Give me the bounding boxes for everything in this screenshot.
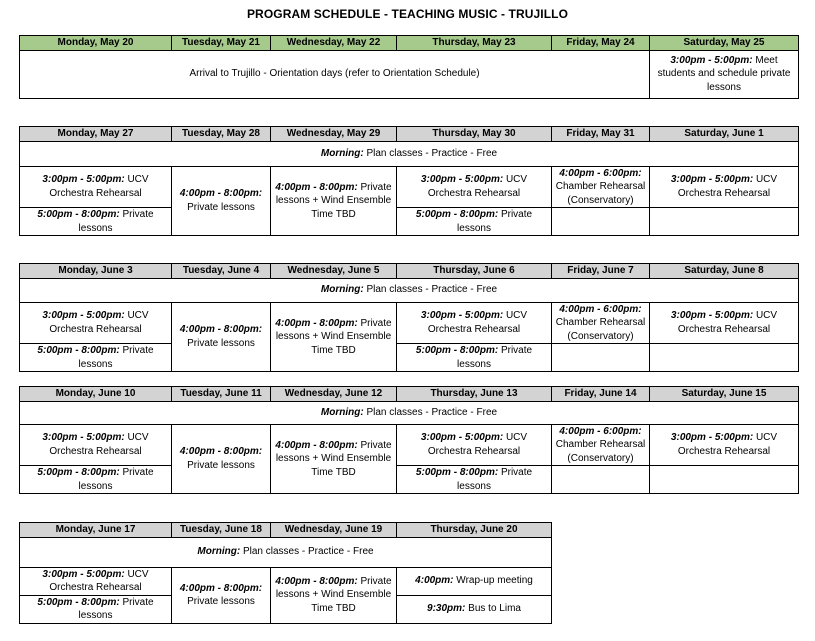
orchestra-cell (20, 567, 172, 595)
afternoon-row (20, 302, 799, 344)
morning-cell (20, 278, 799, 302)
week-1-body-row (20, 50, 799, 98)
week-3-header-row (20, 264, 799, 279)
orchestra-cell (397, 302, 552, 344)
morning-label: Morning: (320, 284, 364, 296)
day-header: Wednesday, June 19 (271, 523, 397, 538)
time-label: 4:00pm: (415, 575, 454, 587)
day-header: Tuesday, May 21 (172, 36, 271, 51)
day-header: Saturday, June 8 (650, 264, 799, 279)
time-label: 4:00pm - 8:00pm: (179, 324, 263, 336)
day-header: Wednesday, June 12 (271, 387, 397, 402)
week-1-header-row (20, 36, 799, 51)
time-label: 4:00pm - 6:00pm: (559, 303, 642, 315)
private-lessons-cell (172, 424, 271, 494)
day-header: Thursday, June 6 (397, 264, 552, 279)
evening-row (20, 344, 799, 372)
schedule-week-1 (19, 35, 799, 99)
time-label: 4:00pm - 8:00pm: (275, 181, 358, 193)
morning-label: Morning: (197, 546, 241, 558)
morning-text: Plan classes - Practice - Free (363, 284, 498, 296)
time-label: 5:00pm - 8:00pm: (415, 345, 499, 356)
event-text: UCV Orchestra Rehearsal (49, 568, 149, 593)
day-header: Friday, May 31 (552, 127, 650, 142)
afternoon-row (20, 424, 799, 466)
day-header: Tuesday, June 11 (172, 387, 271, 402)
time-label: 3:00pm - 5:00pm: (670, 174, 754, 186)
bus-cell (397, 595, 552, 623)
orchestra-cell (397, 424, 552, 466)
event-text: UCV Orchestra Rehearsal (427, 310, 528, 335)
wind-ensemble-cell (271, 302, 397, 372)
morning-label: Morning: (320, 406, 364, 418)
afternoon-row (20, 166, 799, 208)
week-4-header-row (20, 387, 799, 402)
private-lessons-cell (172, 567, 271, 623)
event-text: Meet students and schedule private lessons (657, 54, 791, 93)
day-header: Thursday, June 20 (397, 523, 552, 538)
event-text: Private lessons (457, 345, 533, 370)
time-label: 3:00pm - 5:00pm: (42, 568, 125, 580)
time-label: 4:00pm - 8:00pm: (179, 446, 263, 458)
day-header: Tuesday, June 4 (172, 264, 271, 279)
event-text: Private lessons + Wind Ensemble Time TBD (275, 575, 392, 614)
empty-cell (650, 208, 799, 236)
orchestra-cell (650, 302, 799, 344)
morning-text: Plan classes - Practice - Free (363, 406, 498, 418)
time-label: 3:00pm - 5:00pm: (420, 432, 504, 444)
time-label: 4:00pm - 8:00pm: (179, 188, 263, 200)
event-text: Chamber Rehearsal (Conservatory) (555, 317, 646, 342)
day-header: Monday, June 3 (20, 264, 172, 279)
orchestra-cell (650, 424, 799, 466)
morning-text: Plan classes - Practice - Free (240, 546, 374, 558)
morning-label: Morning: (320, 147, 364, 159)
time-label: 4:00pm - 8:00pm: (179, 582, 263, 594)
morning-row (20, 141, 799, 166)
day-header: Monday, May 27 (20, 127, 172, 142)
evening-row (20, 466, 799, 494)
time-label: 5:00pm - 8:00pm: (37, 467, 120, 478)
schedule-week-4 (19, 386, 799, 494)
day-header: Thursday, June 13 (397, 387, 552, 402)
day-header: Tuesday, June 18 (172, 523, 271, 538)
empty-cell (650, 466, 799, 494)
event-text: Private lessons (187, 459, 255, 471)
day-header: Friday, June 14 (552, 387, 650, 402)
event-text: UCV Orchestra Rehearsal (427, 432, 528, 457)
event-text: Private lessons (78, 345, 154, 370)
event-text: Private lessons (78, 596, 154, 621)
orchestra-cell (20, 302, 172, 344)
time-label: 3:00pm - 5:00pm: (670, 432, 754, 444)
day-header: Wednesday, May 22 (271, 36, 397, 51)
event-text: Private lessons (187, 201, 255, 213)
day-header: Wednesday, May 29 (271, 127, 397, 142)
day-header: Friday, June 7 (552, 264, 650, 279)
time-label: 3:00pm - 5:00pm: (670, 310, 754, 322)
event-text: Private lessons (457, 209, 533, 234)
page-title: PROGRAM SCHEDULE - TEACHING MUSIC - TRUJILLO (246, 7, 569, 21)
time-label: 4:00pm - 6:00pm: (559, 425, 642, 437)
private-evening-cell (20, 344, 172, 372)
chamber-cell (552, 302, 650, 344)
orchestra-cell (397, 166, 552, 208)
event-text: Private lessons + Wind Ensemble Time TBD (275, 439, 392, 478)
morning-row (20, 401, 799, 424)
time-label: 3:00pm - 5:00pm: (42, 432, 125, 444)
event-text: Private lessons (78, 209, 154, 234)
event-text: Private lessons (187, 596, 255, 607)
event-text: UCV Orchestra Rehearsal (427, 174, 528, 199)
time-label: 3:00pm - 5:00pm: (420, 174, 504, 186)
arrival-cell: Arrival to Trujillo - Orientation days (refer to Orientation Schedule) (20, 50, 650, 98)
time-label: 3:00pm - 5:00pm: (42, 174, 125, 186)
morning-cell (20, 141, 799, 166)
time-label: 4:00pm - 6:00pm: (559, 167, 642, 179)
day-header: Thursday, May 23 (397, 36, 552, 51)
morning-cell (20, 401, 799, 424)
day-header: Tuesday, May 28 (172, 127, 271, 142)
day-header: Thursday, May 30 (397, 127, 552, 142)
event-text: Bus to Lima (465, 603, 521, 615)
schedule-week-2 (19, 126, 799, 236)
morning-cell (20, 537, 552, 567)
sat-meet-cell (650, 50, 799, 98)
time-label: 4:00pm - 8:00pm: (275, 439, 358, 451)
event-text: UCV Orchestra Rehearsal (49, 432, 149, 457)
event-text: Private lessons (457, 467, 533, 492)
event-text: Private lessons + Wind Ensemble Time TBD (275, 181, 392, 220)
time-label: 5:00pm - 8:00pm: (37, 209, 120, 220)
event-text: Wrap-up meeting (453, 575, 533, 587)
empty-cell (552, 344, 650, 372)
day-header: Saturday, May 25 (650, 36, 799, 51)
private-evening-cell (397, 208, 552, 236)
event-text: UCV Orchestra Rehearsal (49, 310, 149, 335)
schedule-week-5 (19, 522, 552, 624)
wind-ensemble-cell (271, 567, 397, 623)
wind-ensemble-cell (271, 166, 397, 236)
time-label: 5:00pm - 8:00pm: (37, 596, 120, 608)
private-lessons-cell (172, 302, 271, 372)
week-2-header-row (20, 127, 799, 142)
orchestra-cell (20, 424, 172, 466)
orchestra-cell (650, 166, 799, 208)
morning-text: Plan classes - Practice - Free (363, 147, 498, 159)
empty-cell (552, 208, 650, 236)
day-header: Friday, May 24 (552, 36, 650, 51)
time-label: 4:00pm - 8:00pm: (275, 575, 358, 587)
day-header: Monday, June 10 (20, 387, 172, 402)
morning-row (20, 537, 552, 567)
private-evening-cell (397, 344, 552, 372)
day-header: Monday, June 17 (20, 523, 172, 538)
time-label: 3:00pm - 5:00pm: (420, 310, 504, 322)
day-header: Monday, May 20 (20, 36, 172, 51)
day-header: Wednesday, June 5 (271, 264, 397, 279)
time-label: 5:00pm - 8:00pm: (415, 467, 499, 478)
empty-cell (650, 344, 799, 372)
event-text: UCV Orchestra Rehearsal (677, 432, 778, 457)
afternoon-row (20, 567, 552, 595)
private-evening-cell (20, 466, 172, 494)
private-lessons-cell (172, 166, 271, 236)
wind-ensemble-cell (271, 424, 397, 494)
day-header: Saturday, June 1 (650, 127, 799, 142)
evening-row (20, 208, 799, 236)
chamber-cell (552, 424, 650, 466)
time-label: 9:30pm: (427, 603, 466, 615)
morning-row (20, 278, 799, 302)
wrapup-cell (397, 567, 552, 595)
event-text: Chamber Rehearsal (Conservatory) (555, 181, 646, 206)
day-header: Saturday, June 15 (650, 387, 799, 402)
week-5-header-row (20, 523, 552, 538)
time-label: 5:00pm - 8:00pm: (37, 345, 120, 356)
private-evening-cell (20, 208, 172, 236)
schedule-week-3 (19, 263, 799, 372)
time-label: 4:00pm - 8:00pm: (275, 317, 358, 329)
private-evening-cell (397, 466, 552, 494)
event-text: UCV Orchestra Rehearsal (677, 174, 778, 199)
time-label: 5:00pm - 8:00pm: (415, 209, 499, 220)
event-text: Private lessons + Wind Ensemble Time TBD (275, 317, 392, 356)
chamber-cell (552, 166, 650, 208)
private-evening-cell (20, 595, 172, 623)
event-text: Chamber Rehearsal (Conservatory) (555, 439, 646, 464)
event-text: UCV Orchestra Rehearsal (49, 174, 149, 199)
orchestra-cell (20, 166, 172, 208)
event-text: Private lessons (187, 337, 255, 349)
time-label: 3:00pm - 5:00pm: (670, 54, 753, 66)
event-text: Private lessons (78, 467, 154, 492)
time-label: 3:00pm - 5:00pm: (42, 310, 125, 322)
empty-cell (552, 466, 650, 494)
event-text: UCV Orchestra Rehearsal (677, 310, 778, 335)
